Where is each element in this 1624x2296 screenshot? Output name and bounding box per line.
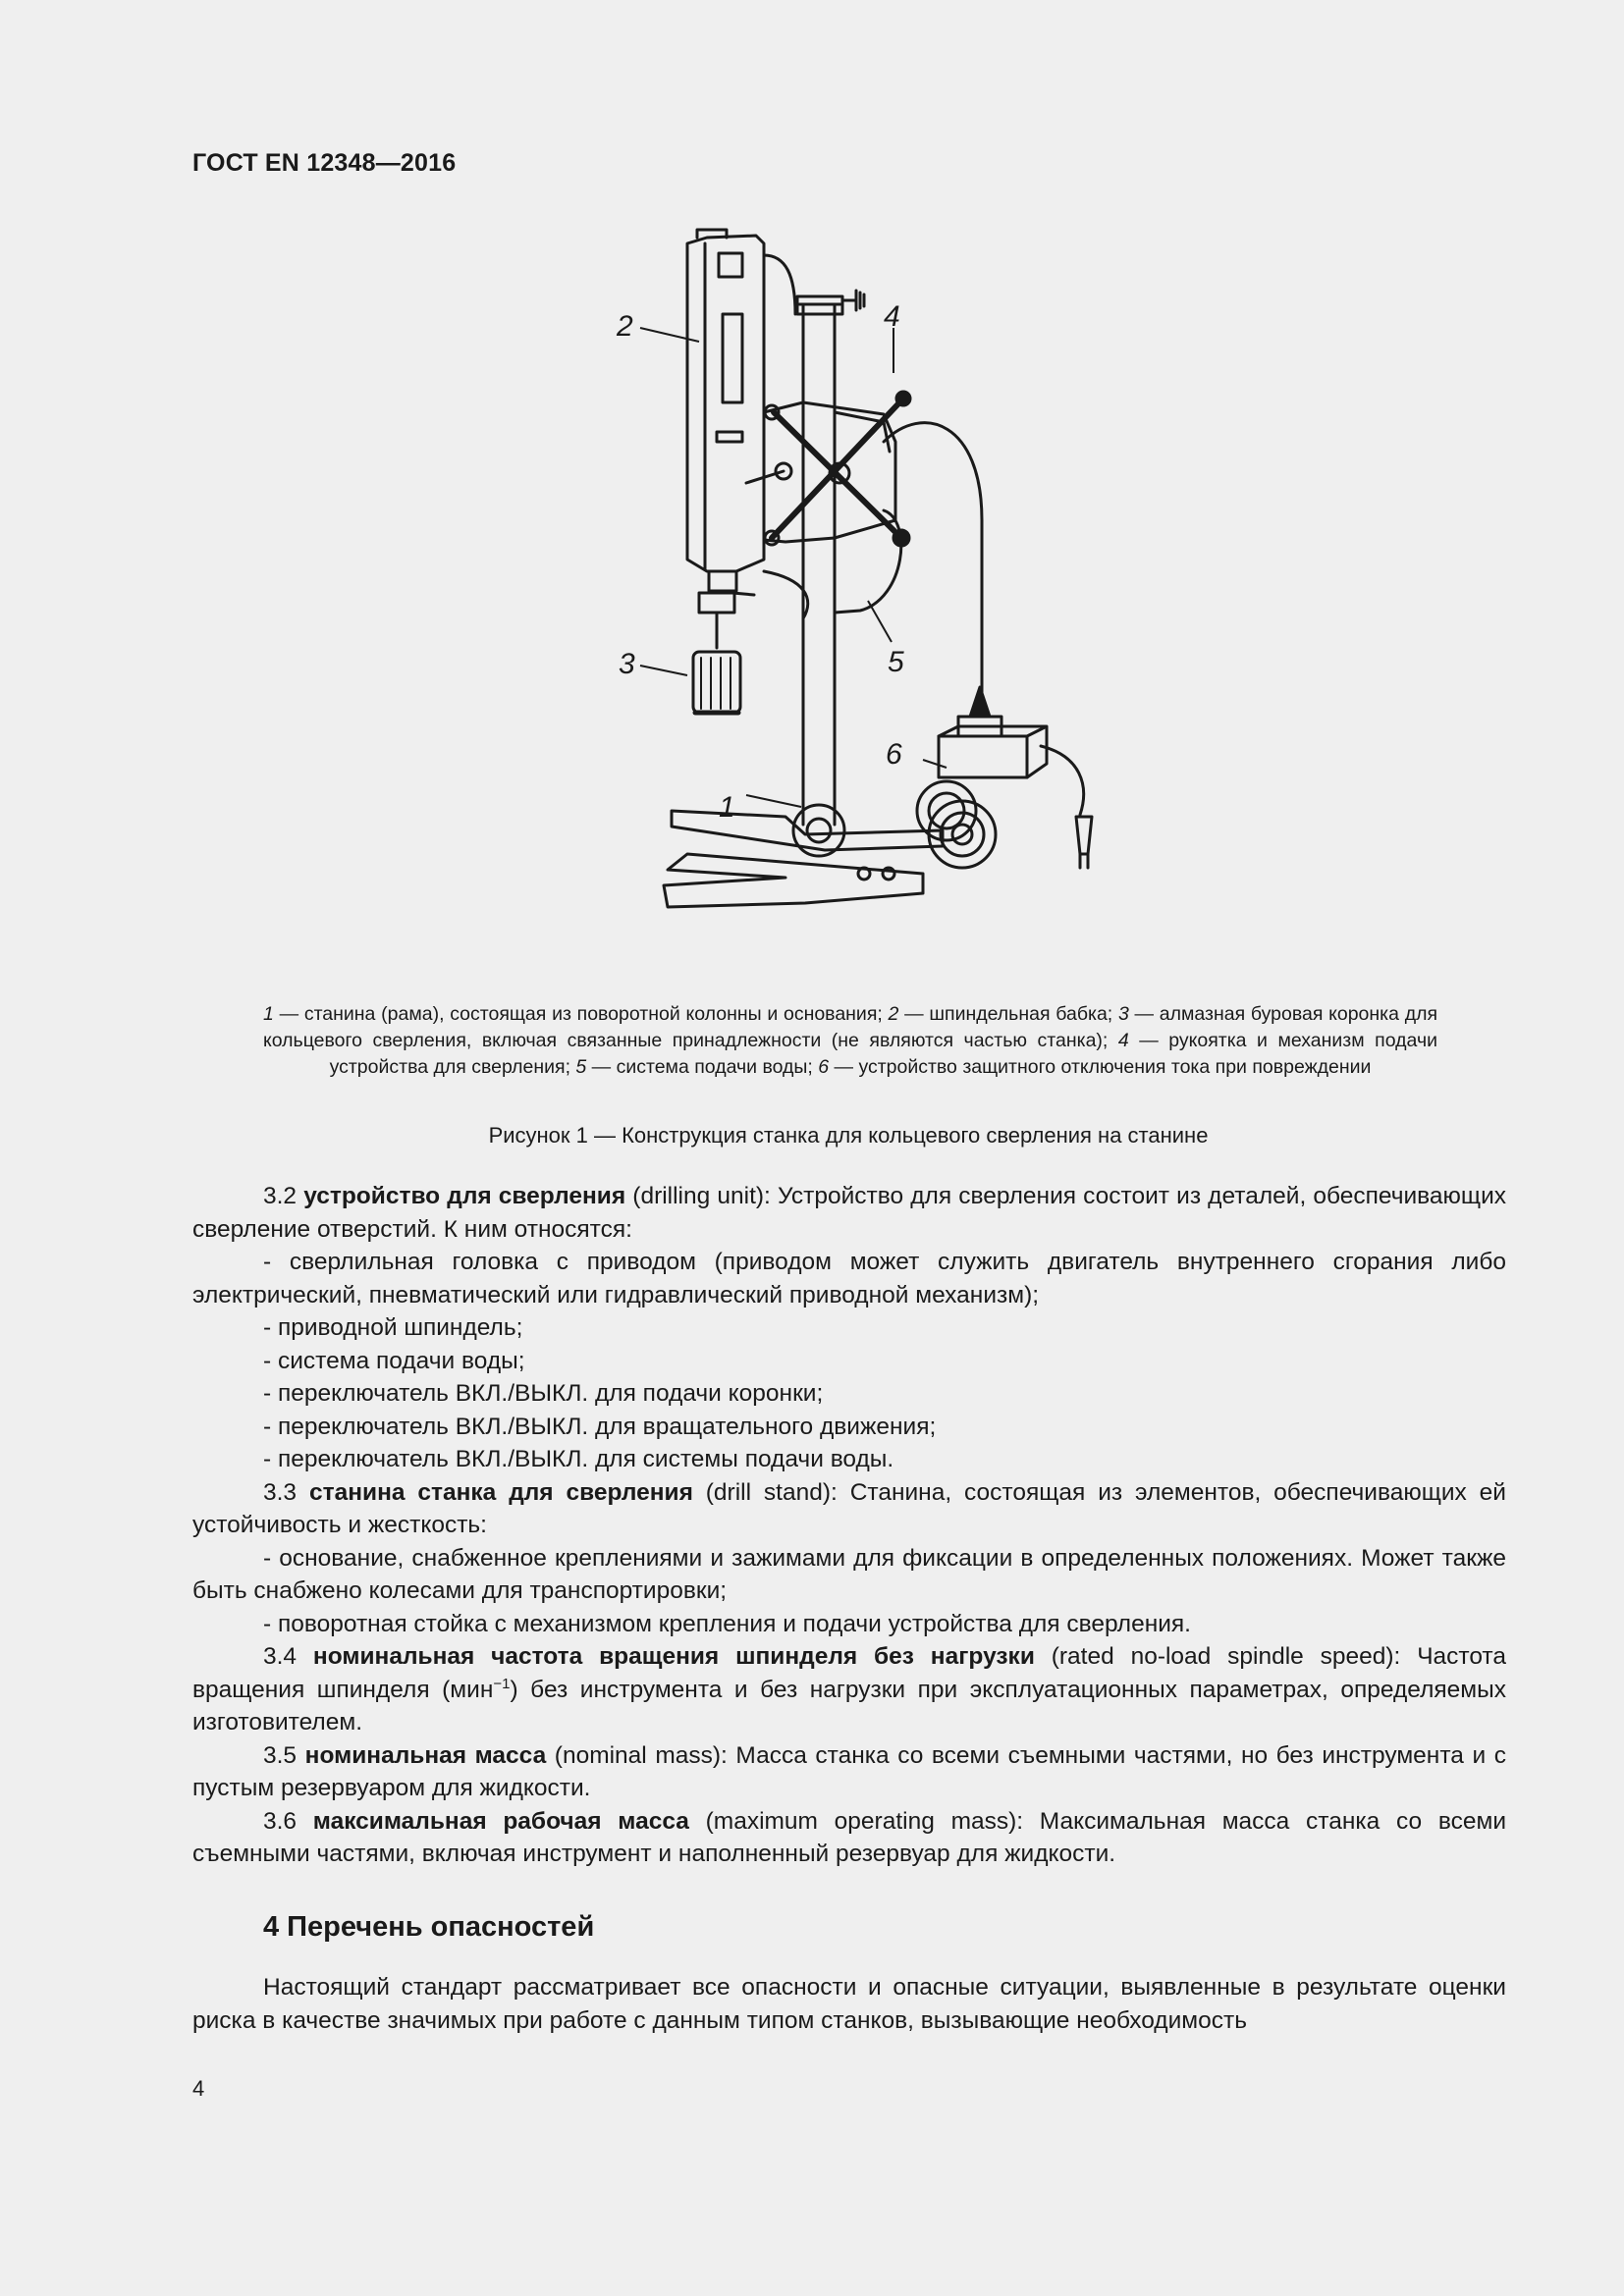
definition-text: (maximum operating mass): Максимальная масса станка со всеми съемными частями, включая инструмент и наполненный резервуар для жидкости. — [192, 1807, 1507, 1867]
definition-text: (nominal mass): Масса станка со всеми съемными частями, но без инструмента и с пустым резервуаром для жидкости. — [192, 1741, 1506, 1801]
figure-legend — [263, 1001, 1437, 1081]
paragraph-3-3 — [192, 1476, 1506, 1542]
document-body — [192, 1180, 1506, 1871]
drill-stand-figure — [589, 226, 1139, 972]
section-heading-4: 4 Перечень опасностей — [263, 1911, 595, 1943]
callout-2: 2 — [617, 310, 633, 343]
term: устройство для сверления — [303, 1183, 626, 1209]
legend-num-1: 1 — [263, 1003, 274, 1025]
paragraph-3-4 — [192, 1640, 1506, 1739]
list-item: - основание, снабженное креплениями и зажимами для фиксации в определенных положениях. Может также быть снабжено колесами для транспортировки; — [192, 1544, 1506, 1604]
clause-number: 3.2 — [263, 1183, 304, 1209]
list-item: - сверлильная головка с приводом (приводом может служить двигатель внутреннего сгорания либо электрический, пневматический или гидравлический приводной механизм); — [192, 1249, 1506, 1308]
definition-text: (rated no-load spindle speed): Частота вращения шпинделя (мин — [192, 1643, 1507, 1703]
section-4-body — [192, 1971, 1506, 2037]
legend-text-2: — шпиндельная бабка; — [898, 1003, 1118, 1025]
definition-text: (drill stand): Станина, состоящая из элементов, обеспечивающих ей устойчивость и жесткость: — [192, 1478, 1506, 1538]
legend-text-6: — устройство защитного отключения тока при повреждении — [829, 1056, 1372, 1078]
legend-text-5: — система подачи воды; — [586, 1056, 819, 1078]
term: станина станка для сверления — [308, 1478, 693, 1506]
list-item: - система подачи воды; — [263, 1347, 525, 1374]
legend-num-3: 3 — [1117, 1003, 1129, 1025]
page-number: 4 — [192, 2076, 205, 2101]
legend-num-6: 6 — [818, 1056, 830, 1078]
legend-num-2: 2 — [888, 1003, 899, 1025]
paragraph-3-2 — [192, 1180, 1506, 1246]
clause-number: 3.6 — [263, 1807, 313, 1835]
document-header: ГОСТ EN 12348—2016 — [192, 149, 457, 177]
legend-num-5: 5 — [575, 1056, 587, 1078]
legend-num-4: 4 — [1117, 1030, 1129, 1051]
clause-number: 3.5 — [263, 1741, 305, 1769]
superscript: −1 — [493, 1675, 511, 1692]
legend-text-3: — алмазная буровая коронка для кольцевого сверления, включая связанные принадлежности (не являются частью станка); — [263, 1003, 1438, 1051]
callout-5: 5 — [888, 646, 904, 678]
callout-1: 1 — [719, 791, 735, 824]
definition-text-cont: ) без инструмента и без нагрузки при эксплуатационных параметрах, определяемых изготовителем. — [192, 1676, 1506, 1735]
term: максимальная рабочая масса — [312, 1807, 689, 1835]
list-item: - переключатель ВКЛ./ВЫКЛ. для системы подачи воды. — [263, 1446, 894, 1472]
paragraph-3-5 — [192, 1739, 1506, 1805]
list-item: - приводной шпиндель; — [263, 1314, 523, 1341]
callout-6: 6 — [886, 738, 902, 771]
figure-title: Рисунок 1 — Конструкция станка для кольцевого сверления на станине — [488, 1123, 1209, 1148]
list-item: - поворотная стойка с механизмом крепления и подачи устройства для сверления. — [263, 1610, 1191, 1637]
clause-number: 3.3 — [263, 1478, 309, 1506]
term: номинальная частота вращения шпинделя без нагрузки — [312, 1643, 1035, 1670]
paragraph-3-6 — [192, 1805, 1506, 1871]
legend-text-1: — станина (рама), состоящая из поворотной колонны и основания; — [273, 1003, 889, 1025]
list-item: - переключатель ВКЛ./ВЫКЛ. для подачи коронки; — [263, 1380, 824, 1407]
list-item: - переключатель ВКЛ./ВЫКЛ. для вращательного движения; — [263, 1413, 937, 1440]
clause-number: 3.4 — [263, 1643, 313, 1670]
callout-3: 3 — [619, 648, 635, 680]
paragraph-4: Настоящий стандарт рассматривает все опасности и опасные ситуации, выявленные в результате оценки риска в качестве значимых при работе с данным типом станков, вызывающие необходимость — [192, 1974, 1506, 2034]
term: номинальная масса — [304, 1741, 547, 1769]
callout-4: 4 — [884, 300, 900, 333]
definition-text: (drilling unit): Устройство для сверления состоит из деталей, обеспечивающих сверление отверстий. К ним относятся: — [192, 1183, 1507, 1243]
legend-text-4: — рукоятка и механизм подачи устройства для сверления; — [329, 1030, 1437, 1078]
